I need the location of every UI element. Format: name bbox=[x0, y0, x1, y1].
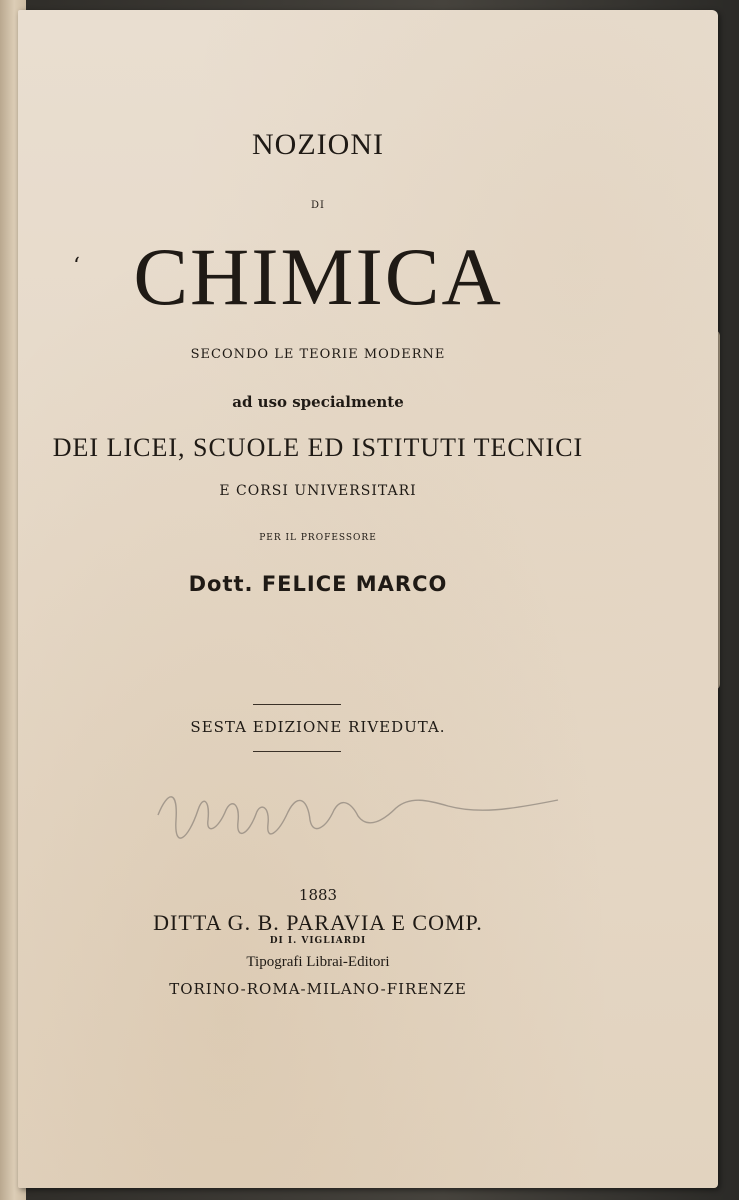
edition-rule-top bbox=[253, 704, 341, 705]
publisher-owner: DI I. VIGLIARDI bbox=[269, 936, 367, 946]
title-chimica: CHIMICA bbox=[133, 231, 503, 322]
subtitle-uso: ad uso specialmente bbox=[232, 393, 404, 411]
title-di: DI bbox=[311, 200, 325, 211]
subtitle-secondo: SECONDO LE TEORIE MODERNE bbox=[190, 347, 446, 362]
edition-rule-bottom bbox=[253, 751, 341, 752]
pencil-signature bbox=[148, 770, 568, 850]
publisher-name: DITTA G. B. PARAVIA E COMP. bbox=[153, 910, 483, 935]
stray-ink-mark: ʻ bbox=[73, 254, 80, 279]
author-name: Dott. FELICE MARCO bbox=[188, 572, 448, 596]
subtitle-corsi: E CORSI UNIVERSITARI bbox=[219, 483, 417, 499]
publisher-role: Tipografi Librai-Editori bbox=[246, 954, 390, 970]
publisher-cities: TORINO-ROMA-MILANO-FIRENZE bbox=[169, 980, 467, 998]
title-page bbox=[18, 10, 718, 1188]
title-nozioni: NOZIONI bbox=[252, 128, 384, 161]
subtitle-licei: DEI LICEI, SCUOLE ED ISTITUTI TECNICI bbox=[52, 433, 584, 462]
edition-statement: SESTA EDIZIONE RIVEDUTA. bbox=[190, 718, 446, 736]
publication-year: 1883 bbox=[298, 886, 338, 904]
author-label: PER IL PROFESSORE bbox=[259, 533, 377, 543]
